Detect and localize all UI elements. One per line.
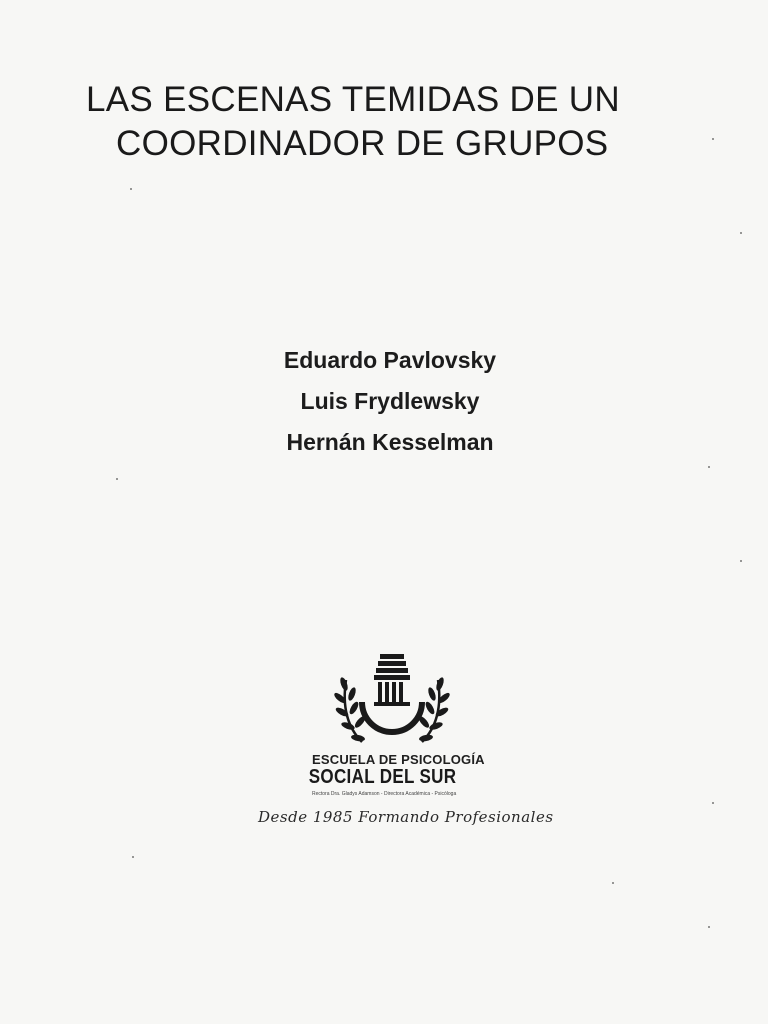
author-name: Hernán Kesselman [286,429,494,455]
scan-speck [130,188,132,190]
author-list [200,340,580,463]
scan-speck [708,466,710,468]
scan-speck [708,926,710,928]
book-title [86,78,706,166]
author-name: Eduardo Pavlovsky [283,347,497,373]
scan-speck [612,882,614,884]
school-name-line-1: ESCUELA DE PSICOLOGÍA [312,752,485,767]
scan-speck [712,802,714,804]
scan-speck [712,138,714,140]
scan-speck [740,232,742,234]
school-motto: Desde 1985 Formando Profesionales [258,808,554,826]
book-title-line-1: LAS ESCENAS TEMIDAS DE UN [86,80,620,119]
author-name: Luis Frydlewsky [300,388,480,414]
publisher-logo [258,650,554,850]
laurel-column-emblem-icon [332,650,452,750]
scan-speck [132,856,134,858]
book-title-line-2: COORDINADOR DE GRUPOS [116,124,609,163]
school-name-line-2: SOCIAL DEL SUR [308,766,457,788]
scan-speck [116,478,118,480]
school-small-print: Rectora Dra. Gladys Adamson - Directora Académica - Psicóloga [312,791,457,797]
scan-speck [740,560,742,562]
